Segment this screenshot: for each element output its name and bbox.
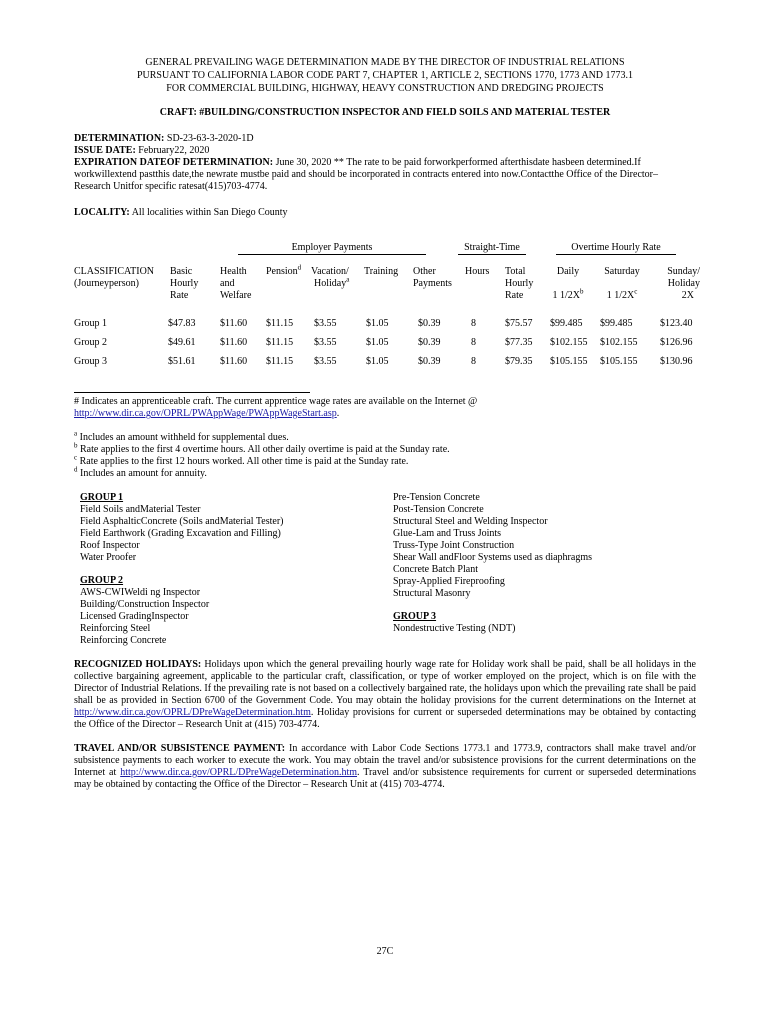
cell-health-welfare: $11.60 xyxy=(220,337,248,348)
cell-health-welfare: $11.60 xyxy=(220,356,248,367)
footnote-c: $^c$ Rate applies to the first 12 hours worked. All other time is paid at the Sunday rate. xyxy=(74,453,409,467)
cell-other-payments: $0.39 xyxy=(418,337,441,348)
list-item: Licensed GradingInspector xyxy=(80,611,189,622)
cell-training: $1.05 xyxy=(366,337,389,348)
cell-training: $1.05 xyxy=(366,318,389,329)
col-health-welfare: Health and Welfare xyxy=(220,266,252,301)
list-item: Glue-Lam and Truss Joints xyxy=(393,528,502,539)
page-number: 27C xyxy=(376,946,394,957)
cell-vacation-holiday: $3.55 xyxy=(314,318,337,329)
group-2-list xyxy=(80,575,209,647)
apprentice-wage-link[interactable]: http://www.dir.ca.gov/OPRL/PWAppWage/PWAppWageStart.asp xyxy=(74,408,337,419)
footnote-list xyxy=(74,429,694,480)
recognized-holidays-paragraph: RECOGNIZED HOLIDAYS: Holidays upon which the general prevailing hourly wage rate for Holiday work shall be paid, shall be all holidays in the collective bargaining agreement, applicable to the particular craft, classification, or type of worker employed on the project, which is on file with the Director of Industrial Relations. If the prevailing rate is not based on a collectively bargained rate, the holidays upon which the prevailing rate shall be paid shall be as provided in Section 6700 of the Government Code. You may obtain the holiday provisions for the current determinations on the Internet at http://www.dir.ca.gov/OPRL/DPreWageDetermination.htm. Holiday provisions for current or superseded determinations may be obtained by contacting the Office of the Director – Research Unit at (415) 703-4774. xyxy=(74,659,696,730)
list-item: Roof Inspector xyxy=(80,540,140,551)
cell-sunday-holiday-rate: $126.96 xyxy=(660,337,693,348)
cell-sunday-holiday-rate: $130.96 xyxy=(660,356,693,367)
col-training: Training xyxy=(364,266,399,277)
cell-classification: Group 1 xyxy=(74,318,108,329)
cell-daily-rate: $99.485 xyxy=(550,318,583,329)
overtime-header: Overtime Hourly Rate xyxy=(571,242,661,253)
list-item: Structural Masonry xyxy=(393,588,471,599)
list-item: Shear Wall andFloor Systems used as diaphragms xyxy=(393,552,592,563)
cell-saturday-rate: $105.155 xyxy=(600,356,638,367)
header-line-2: PURSUANT TO CALIFORNIA LABOR CODE PART 7, CHAPTER 1, ARTICLE 2, SECTIONS 1770, 1773 AND 1773.1 xyxy=(136,70,634,81)
travel-subsistence-paragraph: TRAVEL AND/OR SUBSISTENCE PAYMENT: In accordance with Labor Code Sections 1773.1 and 1773.9, contractors shall make travel and/or subsistence payments to each worker to execute the work. You may obtain the travel and/or subsistence provisions for the current determinations on the Internet at http://www.dir.ca.gov/OPRL/DPreWageDetermination.htm. Travel and/or subsistence requirements for current or superseded determinations may be obtained by contacting the Office of the Director – Research Unit at (415) 703-4774. xyxy=(74,743,696,790)
col-hours: Hours xyxy=(465,266,490,277)
list-item: Structural Steel and Welding Inspector xyxy=(393,516,548,527)
list-item: Spray-Applied Fireproofing xyxy=(393,576,505,587)
list-item: Building/Construction Inspector xyxy=(80,599,210,610)
cell-pension: $11.15 xyxy=(266,356,294,367)
employer-payments-header: Employer Payments xyxy=(291,242,373,253)
cell-hours: 8 xyxy=(471,337,476,348)
cell-total-hourly-rate: $77.35 xyxy=(505,337,533,348)
header-line-1: GENERAL PREVAILING WAGE DETERMINATION MADE BY THE DIRECTOR OF INDUSTRIAL RELATIONS xyxy=(145,57,625,68)
cell-saturday-rate: $99.485 xyxy=(600,318,633,329)
cell-classification: Group 2 xyxy=(74,337,108,348)
list-item: Concrete Batch Plant xyxy=(393,564,478,575)
cell-daily-rate: $105.155 xyxy=(550,356,588,367)
overtime-underline xyxy=(556,254,676,255)
cell-daily-rate: $102.155 xyxy=(550,337,588,348)
header-line-3: FOR COMMERCIAL BUILDING, HIGHWAY, HEAVY CONSTRUCTION AND DREDGING PROJECTS xyxy=(166,83,604,94)
col-saturday: Saturday 1 $1/2X^c$ xyxy=(604,266,640,301)
cell-vacation-holiday: $3.55 xyxy=(314,356,337,367)
apprentice-footnote: # Indicates an apprenticeable craft. The current apprentice wage rates are available on the Internet @ http://www.dir.ca.gov/OPRL/PWAppWage/PWAppWageStart.asp. xyxy=(74,396,478,419)
cell-other-payments: $0.39 xyxy=(418,356,441,367)
cell-pension: $11.15 xyxy=(266,318,294,329)
cell-other-payments: $0.39 xyxy=(418,318,441,329)
cell-training: $1.05 xyxy=(366,356,389,367)
group-1-list xyxy=(80,492,284,564)
cell-basic-rate: $51.61 xyxy=(168,356,196,367)
cell-pension: $11.15 xyxy=(266,337,294,348)
list-item: Reinforcing Steel xyxy=(80,623,151,634)
footnote-b: $^b$ Rate applies to the first 4 overtime hours. All other daily overtime is paid at the Sunday rate. xyxy=(74,441,450,455)
list-item: Truss-Type Joint Construction xyxy=(393,540,515,551)
group-3-title: GROUP 3 xyxy=(393,611,437,622)
cell-hours: 8 xyxy=(471,356,476,367)
holidays-label: RECOGNIZED HOLIDAYS: xyxy=(74,659,202,670)
list-item: Field Soils andMaterial Tester xyxy=(80,504,201,515)
travel-link[interactable]: http://www.dir.ca.gov/OPRL/DPreWageDetermination.htm xyxy=(120,767,358,778)
cell-saturday-rate: $102.155 xyxy=(600,337,638,348)
travel-label: TRAVEL AND/OR SUBSISTENCE PAYMENT: xyxy=(74,743,286,754)
determination-value: SD-23-63-3-2020-1D xyxy=(164,133,254,144)
list-item: Reinforcing Concrete xyxy=(80,635,167,646)
cell-total-hourly-rate: $75.57 xyxy=(505,318,533,329)
craft-title: CRAFT: #BUILDING/CONSTRUCTION INSPECTOR AND FIELD SOILS AND MATERIAL TESTER xyxy=(159,107,611,118)
cell-sunday-holiday-rate: $123.40 xyxy=(660,318,693,329)
cell-total-hourly-rate: $79.35 xyxy=(505,356,533,367)
list-item: Post-Tension Concrete xyxy=(393,504,484,515)
employer-payments-underline xyxy=(238,254,426,255)
expiration-label: EXPIRATION DATEOF DETERMINATION: xyxy=(74,157,274,168)
list-item: Nondestructive Testing (NDT) xyxy=(393,623,516,634)
col-pension: Pension$^d$ xyxy=(266,263,302,277)
cell-basic-rate: $47.83 xyxy=(168,318,196,329)
col-basic-hourly-rate: Basic Hourly Rate xyxy=(170,266,199,301)
col-classification: CLASSIFICATION (Journeyperson) xyxy=(74,266,155,289)
straight-time-header: Straight-Time xyxy=(464,242,520,253)
col-total-hourly-rate: Total Hourly Rate xyxy=(505,266,534,301)
expiration-value: June 30, 2020 ** The rate to be paid forworkperformed afterthisdate hasbeen determined.If workwillextend pastthis date,the newrate mustbe paid and should be incorporated in contracts entered into now.Contactthe Office of the Director– Research Unitfor specific ratesat(415)703-4774. xyxy=(74,157,658,192)
group-3-list xyxy=(393,611,515,635)
cell-health-welfare: $11.60 xyxy=(220,318,248,329)
straight-time-underline xyxy=(458,254,526,255)
group-2-title: GROUP 2 xyxy=(80,575,124,586)
list-item: Water Proofer xyxy=(80,552,137,563)
col-daily: Daily 1 $1/2X^b$ xyxy=(552,266,584,301)
issue-date-value: February22, 2020 xyxy=(135,145,210,156)
list-item: Field Earthwork (Grading Excavation and Filling) xyxy=(80,528,281,539)
determination-line xyxy=(74,133,694,145)
cell-basic-rate: $49.61 xyxy=(168,337,196,348)
list-item: Field AsphalticConcrete (Soils andMaterial Tester) xyxy=(80,516,284,527)
locality-value: All localities within San Diego County xyxy=(129,207,288,218)
issue-date-line xyxy=(74,145,694,157)
footnote-separator xyxy=(74,392,310,393)
cell-hours: 8 xyxy=(471,318,476,329)
holidays-link[interactable]: http://www.dir.ca.gov/OPRL/DPreWageDetermination.htm xyxy=(74,707,311,718)
cell-classification: Group 3 xyxy=(74,356,108,367)
locality-label: LOCALITY: xyxy=(74,207,130,218)
expiration-paragraph xyxy=(74,157,692,193)
footnote-a: $^a$ Includes an amount withheld for supplemental dues. xyxy=(74,429,289,443)
group-1-title: GROUP 1 xyxy=(80,492,124,503)
locality-line xyxy=(74,207,694,219)
list-item: Pre-Tension Concrete xyxy=(393,492,480,503)
issue-date-label: ISSUE DATE: xyxy=(74,145,136,156)
cell-vacation-holiday: $3.55 xyxy=(314,337,337,348)
col-vacation-holiday: Vacation/ Holiday$^a$ xyxy=(311,266,350,289)
col-sunday-holiday: Sunday/ Holiday 2X xyxy=(667,266,700,301)
determination-label: DETERMINATION: xyxy=(74,133,165,144)
col-other-payments: Other Payments xyxy=(413,266,452,289)
footnote-d: $^d$ Includes an amount for annuity. xyxy=(74,465,207,479)
group-2-continued-list xyxy=(393,492,592,600)
list-item: AWS-CWIWeldi ng Inspector xyxy=(80,587,201,598)
